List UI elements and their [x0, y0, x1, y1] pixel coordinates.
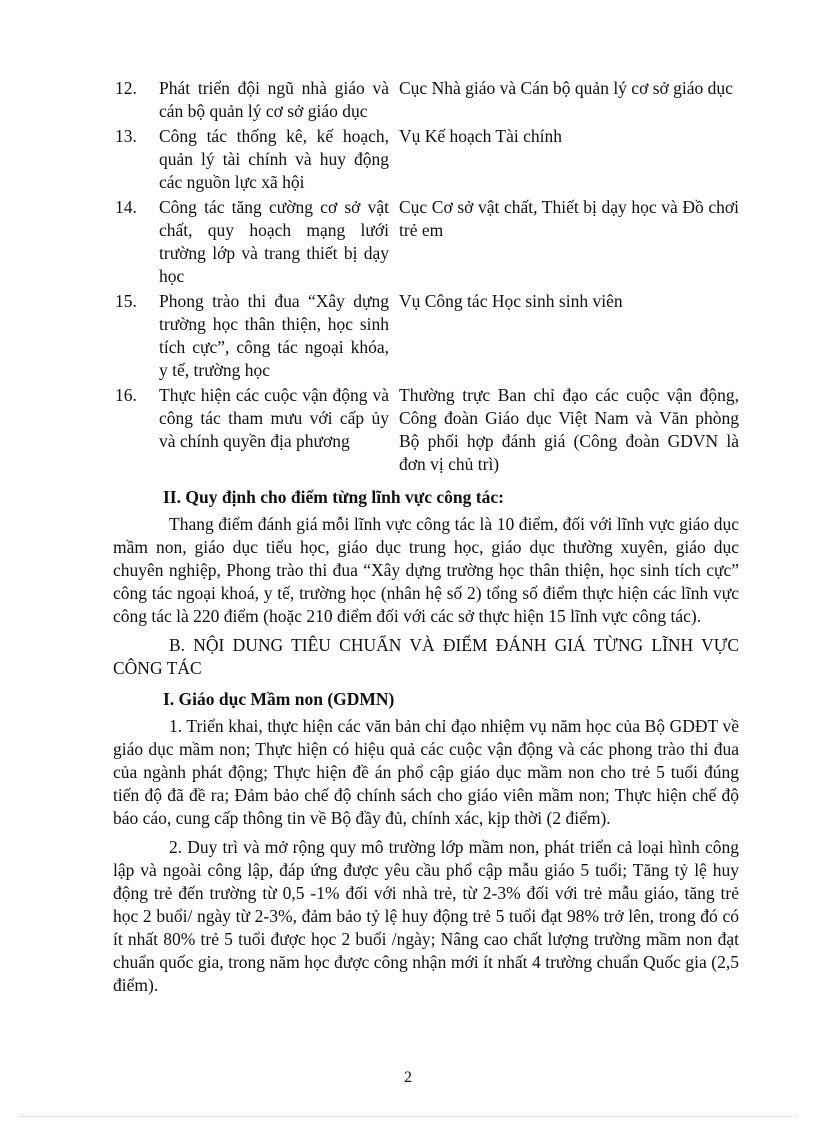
table-row [113, 196, 739, 290]
row-unit: Thường trực Ban chỉ đạo các cuộc vận động, Công đoàn Giáo dục Việt Nam và Văn phòng Bộ phối hợp đánh giá (Công đoàn GDVN là đơn vị chủ trì) [399, 385, 739, 474]
table-row [113, 77, 739, 125]
row-number: 12. [115, 78, 137, 98]
row-unit: Cục Cơ sở vật chất, Thiết bị dạy học và Đồ chơi trẻ em [399, 197, 739, 240]
section-ii-paragraph: Thang điểm đánh giá mỗi lĩnh vực công tác là 10 điểm, đối với lĩnh vực giáo dục mầm non, giáo dục tiểu học, giáo dục trung học, giáo dục thường xuyên, giáo dục chuyên nghiệp, Phong trào thi đua “Xây dựng trường học thân thiện, học sinh tích cực” công tác ngoại khoá, y tế, trường học (nhân hệ số 2) tổng số điểm thực hiện các lĩnh vực công tác là 220 điểm (hoặc 210 điểm đối với các sở thực hiện 15 lĩnh vực công tác). [113, 514, 739, 626]
section-i-paragraph: 1. Triển khai, thực hiện các văn bản chỉ đạo nhiệm vụ năm học của Bộ GDĐT về giáo dục mầm non; Thực hiện có hiệu quả các cuộc vận động và các phong trào thi đua của ngành phát động; Thực hiện đề án phổ cập giáo dục mầm non cho trẻ 5 tuổi đúng tiến độ đã đề ra; Đảm bảo chế độ chính sách cho giáo viên mầm non; Thực hiện chế độ báo cáo, cung cấp thông tin về Bộ đầy đủ, chính xác, kịp thời (2 điểm). [113, 716, 739, 828]
row-task: Thực hiện các cuộc vận động và công tác tham mưu với cấp ủy và chính quyền địa phương [159, 385, 389, 451]
row-unit: Cục Nhà giáo và Cán bộ quản lý cơ sở giáo dục [399, 78, 733, 98]
row-unit: Vụ Kế hoạch Tài chính [399, 126, 562, 146]
row-task: Công tác tăng cường cơ sở vật chất, quy hoạch mạng lưới trường lớp và trang thiết bị dạy học [159, 197, 389, 286]
table-row [113, 125, 739, 196]
document-page [113, 77, 739, 1003]
table-row [113, 290, 739, 384]
row-number: 14. [115, 197, 137, 217]
assignment-table [113, 77, 739, 478]
row-number: 15. [115, 291, 137, 311]
section-b-heading: B. NỘI DUNG TIÊU CHUẨN VÀ ĐIỂM ĐÁNH GIÁ TỪNG LĨNH VỰC CÔNG TÁC [113, 635, 739, 678]
section-i-paragraph: 2. Duy trì và mở rộng quy mô trường lớp mầm non, phát triển cả loại hình công lập và ngoài công lập, đáp ứng được yêu cầu phổ cập mẫu giáo 5 tuổi; Tăng tỷ lệ huy động trẻ đến trường từ 0,5 -1% đối với nhà trẻ, từ 2-3% đối với trẻ mẫu giáo, tăng trẻ học 2 buổi/ ngày từ 2-3%, đảm bảo tỷ lệ huy động trẻ 5 tuổi đạt 98% trở lên, trong đó có ít nhất 80% trẻ 5 tuổi được học 2 buổi /ngày; Nâng cao chất lượng trường mầm non đạt chuẩn quốc gia, trong năm học được công nhận mới ít nhất 4 trường chuẩn Quốc gia (2,5 điểm). [113, 837, 739, 995]
page-bottom-divider [20, 1116, 796, 1117]
table-row [113, 384, 739, 478]
row-task: Phong trào thi đua “Xây dựng trường học thân thiện, học sinh tích cực”, công tác ngoại khóa, y tế, trường học [159, 291, 389, 380]
row-task: Công tác thống kê, kế hoạch, quản lý tài chính và huy động các nguồn lực xã hội [159, 126, 389, 192]
section-i-heading: I. Giáo dục Mầm non (GDMN) [163, 689, 395, 709]
row-unit: Vụ Công tác Học sinh sinh viên [399, 291, 623, 311]
row-number: 13. [115, 126, 137, 146]
row-number: 16. [115, 385, 137, 405]
page-number: 2 [404, 1069, 412, 1086]
section-ii-heading: II. Quy định cho điểm từng lĩnh vực công tác: [163, 487, 504, 507]
row-task: Phát triển đội ngũ nhà giáo và cán bộ quản lý cơ sở giáo dục [159, 78, 389, 121]
